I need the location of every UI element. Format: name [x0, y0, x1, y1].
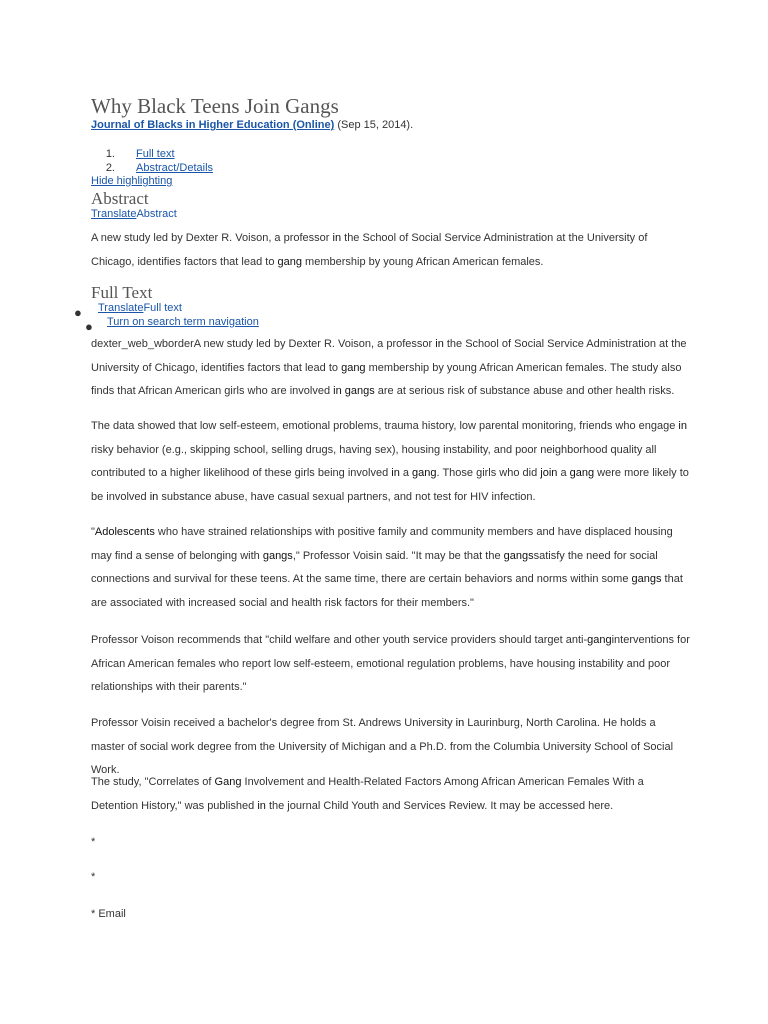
highlighted-term: in [391, 467, 400, 480]
article-source [91, 119, 413, 131]
text-segment: . Those girls who did [436, 467, 541, 480]
bullet-icon: ● [74, 305, 82, 320]
full-text-paragraph-2 [91, 415, 691, 509]
text-segment: interventions for African American females who report low self-esteem, emotional regulation problems, have housing instability and poor relationships with their parents." [91, 634, 690, 694]
text-segment: Involvement and Health-Related Factors Among African American Females With a Detention History," was published [91, 776, 644, 812]
translate-abstract-link[interactable]: Translate [91, 208, 137, 220]
abstract-heading: Abstract [91, 189, 149, 208]
text-segment: Professor Voison recommends that "child welfare and other youth service providers should target anti- [91, 634, 588, 646]
footer-email-label: * Email [91, 908, 126, 920]
text-segment: the School of Social Service Administration at the University of Chicago, identifies factors that lead to [91, 338, 687, 374]
abstract-text [91, 227, 691, 274]
abstract-translate-bar [91, 208, 177, 220]
link-number: 1. [105, 148, 115, 160]
text-segment: the School of Social Service Administration at the University of Chicago, identifies factors that lead to [91, 232, 648, 268]
text-segment: Laurinburg, North Carolina. He holds a master of social work degree from the University of Michigan and a Ph.D. from the Columbia University School of Social Work. [91, 717, 674, 777]
text-segment: The study, "Correlates of [91, 776, 215, 788]
highlighted-term: gang [412, 467, 437, 480]
highlighted-term: gang [277, 255, 302, 268]
publication-date: (Sep 15, 2014). [334, 119, 414, 131]
highlighted-term: in [332, 232, 342, 244]
text-segment: risky behavior (e.g., skipping school, selling drugs, having sex), housing instability, and poor neighborhood quality all contributed to a higher likelihood of these girls being involved [91, 443, 657, 480]
highlighted-term: in [257, 799, 266, 812]
text-segment: were more likely to be involved [91, 467, 689, 503]
translate-full-text-item [74, 302, 259, 320]
text-segment: a [557, 467, 570, 480]
full-text-paragraph-1 [91, 333, 691, 404]
bullet-icon: ● [85, 318, 93, 334]
translate-full-text-link[interactable]: Translate [98, 302, 144, 314]
full-text-link[interactable]: Full text [136, 148, 175, 160]
highlighted-term: gang [341, 361, 366, 374]
highlighted-term: gangs [262, 549, 293, 562]
highlighted-term: gangs [631, 573, 662, 586]
highlighted-term: in [435, 338, 444, 350]
highlighted-term: in [678, 420, 687, 432]
translate-full-text-label: Full text [143, 302, 182, 314]
link-item-abstract-details [91, 162, 213, 176]
highlighted-term: gang [587, 634, 612, 646]
highlighted-term: in gangs [333, 385, 375, 398]
text-segment: The data showed that low self-esteem, emotional problems, trauma history, low parental monitoring, friends who engage [91, 420, 679, 432]
article-title: Why Black Teens Join Gangs [91, 94, 339, 118]
full-text-heading: Full Text [91, 283, 153, 302]
footer-star-1: * [91, 836, 96, 848]
footer-star-2: * [91, 871, 96, 883]
text-segment: dexter_web_wborderA new study led by Dexter R. Voison, a professor [91, 338, 436, 350]
highlighted-term: Adolescents [94, 526, 155, 538]
full-text-tools [74, 302, 259, 334]
search-term-navigation-link[interactable]: Turn on search term navigation [107, 315, 259, 328]
full-text-paragraph-6 [91, 771, 691, 818]
abstract-details-link[interactable]: Abstract/Details [136, 161, 214, 174]
publication-link[interactable]: Journal of Blacks in Higher Education (Online) [91, 119, 335, 131]
text-segment: ," Professor Voisin said. "It may be that the [292, 549, 504, 562]
highlighted-term: gangs [503, 549, 534, 562]
text-segment: A new study led by Dexter R. Voison, a professor [91, 232, 333, 244]
text-segment: a [399, 467, 413, 480]
link-item-full-text [91, 148, 213, 162]
text-segment: Professor Voisin received a bachelor's degree from St. Andrews University [91, 717, 456, 729]
full-text-paragraph-3 [91, 521, 691, 615]
text-segment: substance abuse, have casual sexual partners, and not test for HIV infection. [158, 490, 536, 503]
link-number: 2. [105, 161, 115, 174]
text-segment: who have strained relationships with positive family and community members and have displaced housing may find a sense of belonging with [91, 526, 673, 562]
text-segment: " [91, 526, 95, 538]
text-segment: that are associated with increased social and health risk factors for their members." [91, 573, 683, 609]
text-segment: satisfy the need for social connections and survival for these teens. At the same time, there are certain behaviors and norms within some [91, 549, 658, 586]
hide-highlighting-link[interactable]: Hide highlighting [91, 175, 173, 187]
document-links [91, 148, 213, 175]
text-segment: the journal Child Youth and Services Review. It may be accessed here. [265, 799, 614, 812]
highlighted-term: gang [569, 467, 595, 480]
text-segment: membership by young African American females. The study also finds that African American girls who are involved [91, 361, 682, 398]
full-text-paragraph-4 [91, 629, 691, 700]
highlighted-term: Gang [214, 776, 242, 788]
highlighted-term: in [149, 490, 159, 503]
search-nav-item [85, 315, 259, 334]
highlighted-term: join [540, 467, 558, 480]
translate-abstract-label: Abstract [136, 208, 177, 220]
text-segment: are at serious risk of substance abuse and other health risks. [374, 385, 675, 398]
text-segment: membership by young African American females. [301, 255, 544, 268]
highlighted-term: in [455, 717, 465, 729]
